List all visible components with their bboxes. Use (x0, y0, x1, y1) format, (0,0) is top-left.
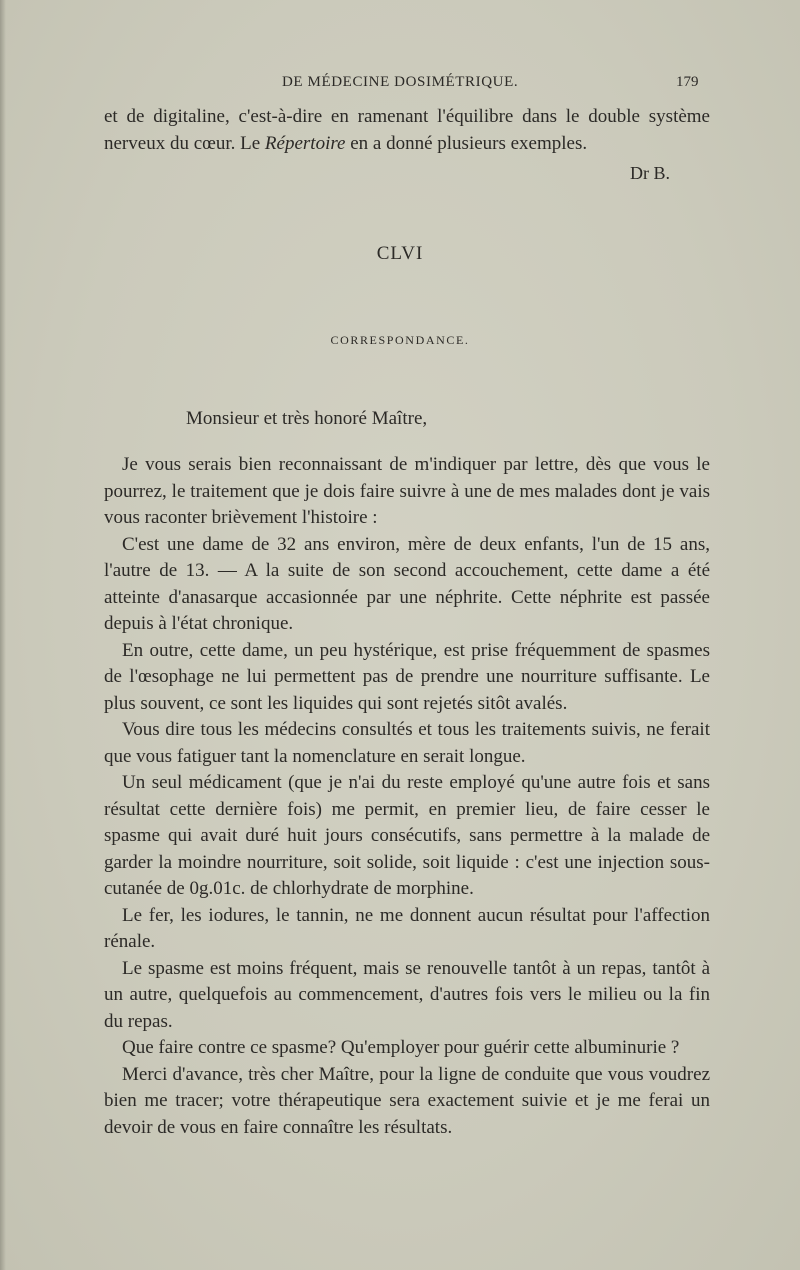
running-head-title: DE MÉDECINE DOSIMÉTRIQUE. (282, 74, 519, 90)
letter-body (104, 452, 710, 1141)
letter-paragraph: En outre, cette dame, un peu hystérique, est prise fréquemment de spasmes de l'œsophage ne lui permettent pas de prendre une nourriture suffisante. Le plus souvent, ce sont les liquides qui sont rejetés sitôt avalés. (104, 639, 710, 714)
letter-paragraph: Le spasme est moins fréquent, mais se renouvelle tantôt à un repas, tantôt à un autre, quelquefois au commencement, d'autres fois vers le milieu ou la fin du repas. (104, 957, 710, 1032)
letter-paragraph: Un seul médicament (que je n'ai du reste employé qu'une autre fois et sans résultat cette dernière fois) me permit, en premier lieu, de faire cesser le spasme qui avait duré huit jours consécutifs, sans permettre à la malade de garder la moindre nourriture, soit solide, soit liquide : c'est une injection sous-cutanée de 0g.01c. de chlorhydrate de morphine. (104, 772, 710, 899)
letter-paragraph: Le fer, les iodures, le tannin, ne me donnent aucun résultat pour l'affection rénale. (104, 904, 710, 952)
previous-article-ending (104, 104, 710, 157)
letter-paragraph: Merci d'avance, très cher Maître, pour la ligne de conduite que vous voudrez bien me tracer; votre thérapeutique sera exactement suivie et je me ferai un devoir de vous en faire connaître les résultats. (104, 1063, 710, 1138)
author-signature: Dr B. (630, 163, 670, 183)
running-head (0, 74, 800, 98)
section-title: CORRESPONDANCE. (330, 333, 470, 347)
letter-paragraph: Je vous serais bien reconnaissant de m'indiquer par lettre, dès que vous le pourrez, le traitement que je dois faire suivre à une de mes malades dont je vais vous raconter brièvement l'histoire : (104, 454, 710, 528)
letter-paragraph: C'est une dame de 32 ans environ, mère de deux enfants, l'un de 15 ans, l'autre de 13. — A la suite de son second accouchement, cette dame a été atteinte d'anasarque accasionnée par une néphrite. Cette néphrite est passée depuis à l'état chronique. (104, 533, 710, 634)
letter-salutation: Monsieur et très honoré Maître, (186, 408, 428, 429)
chapter-number: CLVI (376, 243, 424, 264)
binding-edge-shadow (0, 0, 6, 1270)
closing-text-end: en a donné plusieurs exemples. (345, 132, 588, 154)
repertoire-title: Répertoire (264, 132, 346, 154)
page-number: 179 (676, 74, 699, 90)
letter-paragraph: Que faire contre ce spasme? Qu'employer pour guérir cette albuminurie ? (122, 1037, 680, 1058)
previous-article-closing-paragraph (104, 104, 710, 157)
letter-paragraph: Vous dire tous les médecins consultés et tous les traitements suivis, ne ferait que vous fatiguer tant la nomenclature en serait longue. (104, 719, 710, 767)
closing-text: et de digitaline, c'est-à-dire en ramenant l'équilibre dans le double système nerveux du cœur. Le (104, 106, 710, 154)
